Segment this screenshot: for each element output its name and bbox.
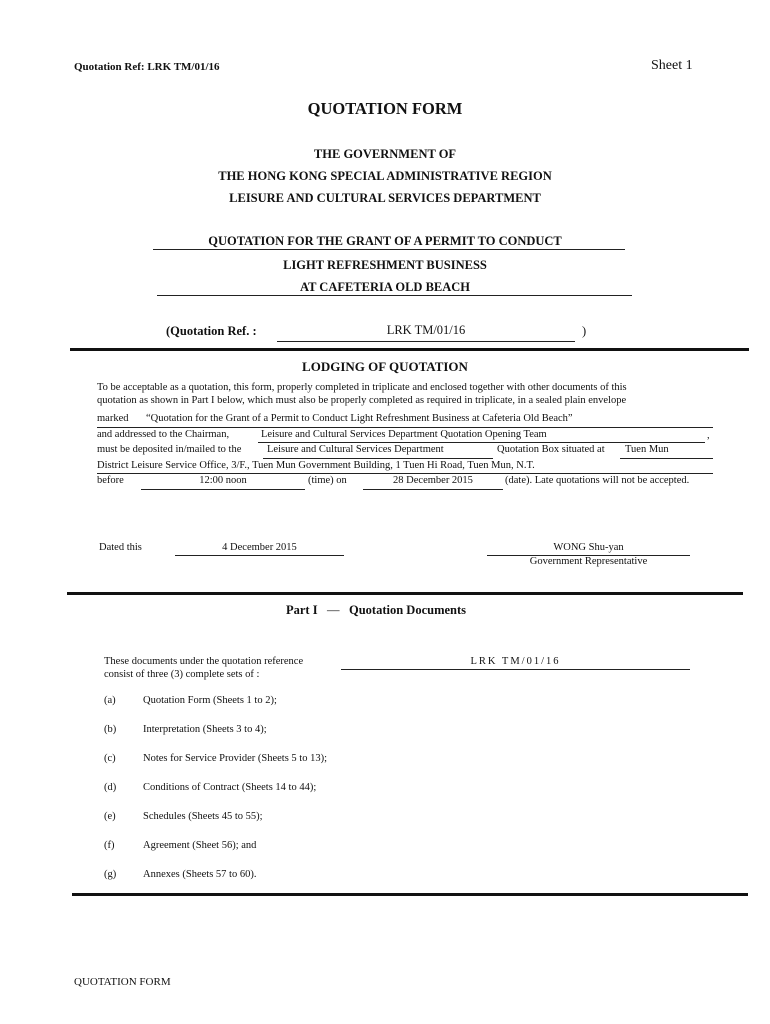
gov-line-1: THE GOVERNMENT OF (313, 147, 457, 161)
part1-ref-underline (341, 669, 690, 670)
addressed-end: , (707, 430, 710, 441)
section-divider-bottom (72, 893, 748, 896)
box-underline (620, 458, 713, 459)
sheet-number: Sheet 1 (651, 58, 693, 73)
representative-name: WONG Shu-yan (553, 542, 624, 553)
list-item-mark: (d) (104, 782, 117, 793)
list-item-mark: (g) (104, 869, 117, 880)
subject-line-3: AT CAFETERIA OLD BEACH (299, 280, 471, 294)
deposit-value: Leisure and Cultural Services Department (267, 444, 444, 455)
dated-underline (175, 555, 344, 556)
part1-intro-line-1: These documents under the quotation reference (104, 656, 304, 667)
lodging-para-line-2: quotation as shown in Part I below, which must also be properly completed as required in triplicate, in a sealed plain envelope (97, 395, 627, 406)
section-divider-top (70, 348, 749, 351)
subject-line-2: LIGHT REFRESHMENT BUSINESS (283, 258, 487, 272)
date-underline (363, 489, 503, 490)
subject-underline-1 (153, 249, 625, 250)
dated-label: Dated this (99, 542, 142, 553)
list-item: Agreement (Sheet 56); and (143, 840, 257, 851)
addressed-value: Leisure and Cultural Services Department Quotation Opening Team (261, 429, 547, 440)
ref-value: LRK TM/01/16 (386, 323, 466, 337)
address-underline (97, 473, 713, 474)
time-value: 12:00 noon (199, 475, 247, 486)
subject-line-1: QUOTATION FOR THE GRANT OF A PERMIT TO CONDUCT (208, 234, 562, 248)
section-divider-middle (67, 592, 743, 595)
lodging-heading: LODGING OF QUOTATION (302, 359, 468, 374)
part1-ref-value: LRK TM/01/16 (470, 656, 561, 667)
list-item-mark: (c) (104, 753, 116, 764)
box-label: Quotation Box situated at (497, 444, 605, 455)
deposit-label: must be deposited in/mailed to the (97, 444, 242, 455)
quotation-ref-header: Quotation Ref: LRK TM/01/16 (74, 61, 220, 73)
gov-line-2: THE HONG KONG SPECIAL ADMINISTRATIVE REGION (218, 169, 552, 183)
ref-underline (277, 341, 575, 342)
marked-underline (97, 427, 713, 428)
time-underline (141, 489, 305, 490)
time-label: (time) on (308, 475, 347, 486)
marked-label: marked (97, 413, 129, 424)
ref-close: ) (582, 324, 587, 338)
list-item-mark: (b) (104, 724, 117, 735)
box-value: Tuen Mun (625, 444, 669, 455)
lodging-para-line-1: To be acceptable as a quotation, this form, properly completed in triplicate and enclosed together with other documents of this (97, 382, 627, 393)
date-value: 28 December 2015 (393, 475, 473, 486)
part1-intro-line-2: consist of three (3) complete sets of : (104, 669, 260, 680)
dated-value: 4 December 2015 (222, 542, 297, 553)
list-item: Notes for Service Provider (Sheets 5 to 13); (143, 753, 328, 764)
deposit-underline (263, 458, 493, 459)
ref-label: (Quotation Ref. : (166, 324, 257, 338)
page-title: QUOTATION FORM (307, 99, 463, 118)
list-item: Conditions of Contract (Sheets 14 to 44); (143, 782, 317, 793)
part1-dash: — (327, 603, 340, 617)
list-item: Interpretation (Sheets 3 to 4); (143, 724, 267, 735)
list-item-mark: (f) (104, 840, 115, 851)
list-item: Quotation Form (Sheets 1 to 2); (143, 695, 277, 706)
list-item: Schedules (Sheets 45 to 55); (143, 811, 263, 822)
representative-title: Government Representative (529, 556, 648, 567)
gov-line-3: LEISURE AND CULTURAL SERVICES DEPARTMENT (229, 191, 541, 205)
addressed-underline (258, 442, 705, 443)
list-item-mark: (a) (104, 695, 116, 706)
part1-label: Part I (286, 603, 318, 617)
page-footer: QUOTATION FORM (74, 976, 171, 988)
date-label: (date). Late quotations will not be accepted. (505, 475, 690, 486)
subject-underline-3 (157, 295, 632, 296)
address-line: District Leisure Service Office, 3/F., Tuen Mun Government Building, 1 Tuen Hi Road, Tuen Mun, N.T. (97, 460, 535, 471)
marked-value: “Quotation for the Grant of a Permit to Conduct Light Refreshment Business at Cafeteria Old Beach” (146, 413, 573, 424)
addressed-label: and addressed to the Chairman, (97, 429, 230, 440)
before-label: before (97, 475, 124, 486)
part1-title: Quotation Documents (349, 603, 467, 617)
list-item: Annexes (Sheets 57 to 60). (143, 869, 257, 880)
list-item-mark: (e) (104, 811, 116, 822)
